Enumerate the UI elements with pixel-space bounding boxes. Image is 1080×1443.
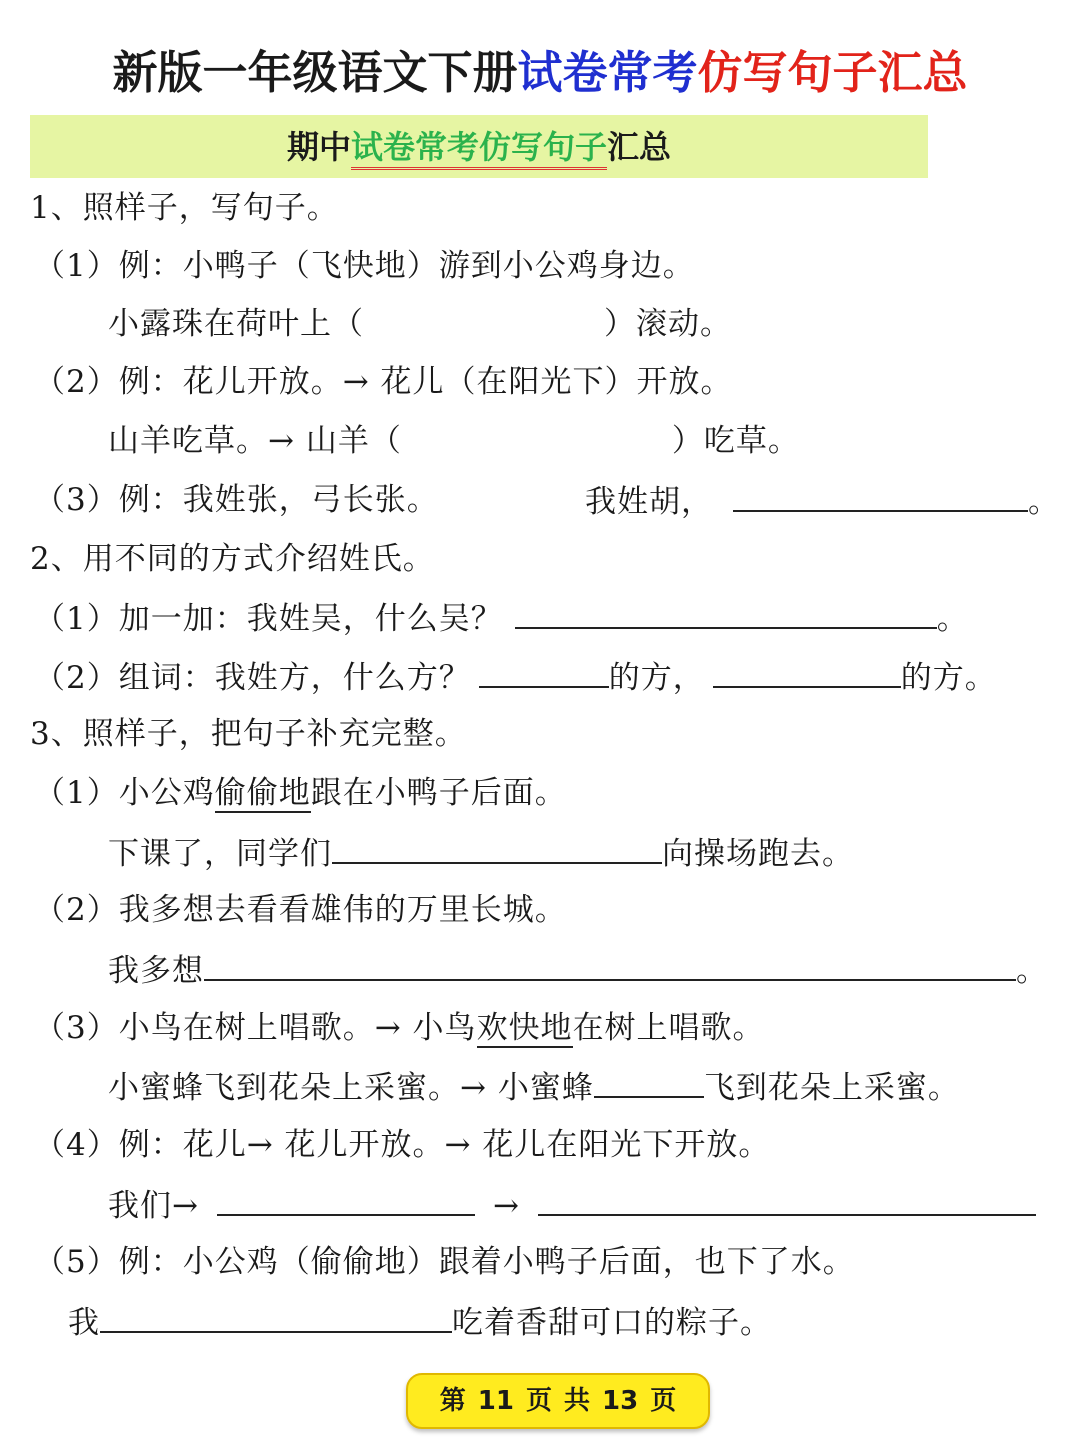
footer-word3: 共: [564, 1386, 591, 1416]
q3-item2-blank[interactable]: [204, 949, 1016, 981]
title-part2: 试卷常考: [517, 46, 698, 99]
q1-item1-task-after: ）滚动。: [604, 306, 732, 342]
q3-item1-blank[interactable]: [332, 832, 662, 864]
q3-item1: [34, 773, 567, 813]
q2-item1-text: （1）加一加：我姓吴，什么吴？: [34, 601, 503, 637]
q3-item5: （5）例：小公鸡（偷偷地）跟着小鸭子后面，也下了水。: [34, 1244, 855, 1280]
q3-item1-underlined: 偷偷地: [214, 775, 311, 811]
q2-item2-text: （2）组词：我姓方，什么方？: [34, 660, 471, 696]
q3-item2: （2）我多想去看看雄伟的万里长城。: [34, 892, 567, 928]
q2-item2-end: 的方。: [900, 660, 997, 696]
q3-item1-task-before: 下课了，同学们: [108, 836, 332, 872]
q3-item4-blank2[interactable]: [538, 1184, 1036, 1216]
q1-item2-example: （2）例：花儿开放。→ 花儿（在阳光下）开放。: [34, 364, 733, 400]
q3-heading: 3、照样子，把句子补充完整。: [30, 716, 467, 752]
q3-item5-task-after: 吃着香甜可口的粽子。: [452, 1305, 772, 1341]
q3-item4: （4）例：花儿→ 花儿开放。→ 花儿在阳光下开放。: [34, 1127, 771, 1163]
q2-heading: 2、用不同的方式介绍姓氏。: [30, 541, 435, 577]
q1-item2-task-after: ）吃草。: [671, 423, 800, 459]
q3-item4-blank1[interactable]: [217, 1184, 475, 1216]
q3-item1-suffix: 跟在小鸭子后面。: [310, 775, 567, 811]
q1-item3-task-text: 我姓胡，: [585, 484, 713, 520]
q2-item2: [34, 656, 997, 698]
q1-item3-example: （3）例：我姓张，弓长张。: [34, 482, 439, 518]
q1-item2-task-before: 山羊吃草。→ 山羊（: [108, 423, 402, 459]
q3-item1-task: [108, 832, 854, 874]
footer-word1: 第: [439, 1386, 466, 1416]
q1-heading: 1、照样子，写句子。: [30, 190, 339, 226]
q3-item2-end: 。: [1016, 953, 1048, 989]
q3-item3-task-after: 飞到花朵上采蜜。: [703, 1070, 960, 1106]
q1-item3-blank[interactable]: [733, 480, 1028, 512]
q3-item3-task-before: 小蜜蜂飞到花朵上采蜜。→ 小蜜蜂: [108, 1070, 594, 1106]
q3-item5-blank[interactable]: [100, 1301, 452, 1333]
q1-item2-task: [108, 421, 800, 461]
q2-item2-blank1[interactable]: [479, 656, 609, 688]
q1-item1-example: （1）例：小鸭子（飞快地）游到小公鸡身边。: [34, 248, 695, 284]
q3-item4-arrow: →: [492, 1188, 520, 1224]
q3-item1-prefix: （1）小公鸡: [34, 775, 215, 811]
title-part1: 新版一年级语文下册: [112, 46, 518, 99]
footer-total: 13: [602, 1386, 639, 1416]
subtitle-part1: 期中: [286, 128, 351, 166]
q2-item1-blank[interactable]: [515, 597, 937, 629]
q3-item3-underlined: 欢快地: [476, 1010, 573, 1046]
q1-item1-task: [108, 304, 732, 344]
q2-item2-mid: 的方，: [608, 660, 705, 696]
q3-item2-task: [108, 949, 1048, 991]
q3-item4-task-text: 我们→: [108, 1188, 199, 1224]
q3-item3-suffix: 在树上唱歌。: [572, 1010, 765, 1046]
q3-item2-task-text: 我多想: [108, 953, 204, 989]
q3-item5-task-before: 我: [68, 1305, 100, 1341]
q3-item3: [34, 1008, 765, 1048]
q2-item1-end: 。: [936, 601, 969, 637]
q3-item5-task: [68, 1301, 772, 1343]
q1-item1-task-before: 小露珠在荷叶上（: [108, 306, 364, 342]
subtitle: [30, 122, 928, 172]
footer-word2: 页: [525, 1386, 552, 1416]
footer-word4: 页: [650, 1386, 677, 1416]
page-number-badge: [406, 1373, 710, 1429]
q3-item4-task: [108, 1184, 1036, 1226]
q1-item3-task: [585, 480, 1060, 522]
subtitle-part2: 试卷常考仿写句子: [351, 128, 607, 170]
title-part3: 仿写句子汇总: [697, 46, 968, 99]
q3-item3-task: [108, 1066, 960, 1108]
q3-item3-blank[interactable]: [594, 1066, 704, 1098]
q2-item1: [34, 597, 969, 639]
q3-item3-prefix: （3）小鸟在树上唱歌。→ 小鸟: [34, 1010, 477, 1046]
page-title: [0, 42, 1080, 104]
q3-item1-task-after: 向操场跑去。: [662, 836, 854, 872]
subtitle-part3: 汇总: [607, 128, 672, 166]
q2-item2-blank2[interactable]: [713, 656, 901, 688]
footer-page: 11: [477, 1386, 514, 1416]
q1-item3-end: 。: [1028, 484, 1060, 520]
